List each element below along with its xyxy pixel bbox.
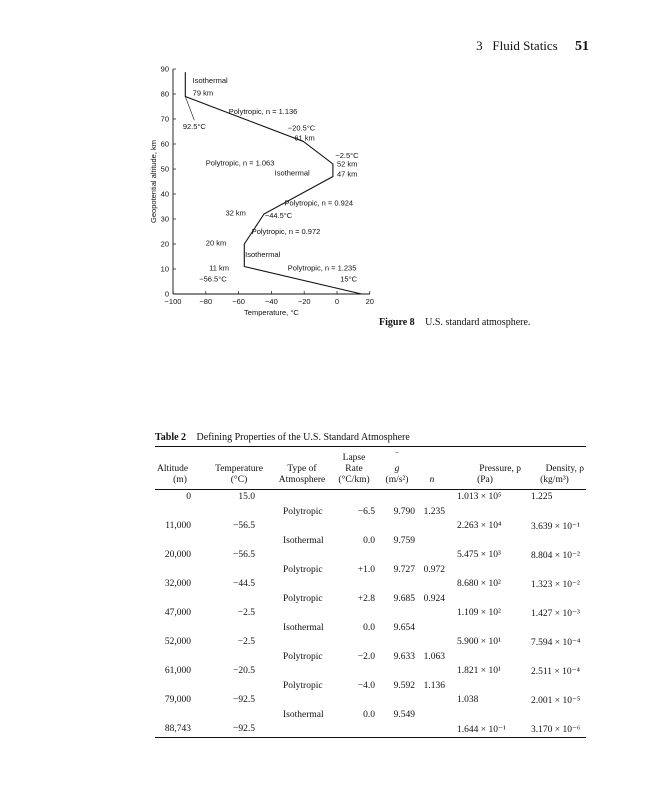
- cell-density: [523, 650, 586, 665]
- header-pressure-unit: (Pa): [447, 475, 523, 490]
- atmosphere-figure: [148, 62, 378, 342]
- cell-pressure: 1.821 × 10¹: [457, 666, 501, 677]
- header-temperature: Temperature: [215, 464, 263, 474]
- cell-density: 3.170 × 10⁻⁶: [523, 722, 586, 737]
- cell-lapse-rate: +1.0: [357, 564, 375, 575]
- cell-lapse-rate: [331, 577, 377, 592]
- cell-pressure: 5.475 × 10³: [457, 550, 501, 561]
- table-row-level: [155, 635, 586, 650]
- x-tick-label: −80: [199, 297, 213, 306]
- running-header: [476, 38, 589, 55]
- cell-type: Polytropic: [283, 680, 323, 691]
- annotation-isothermal-top: Isothermal: [192, 75, 228, 85]
- annotation-km11: 11 km: [209, 263, 229, 273]
- cell-type: Isothermal: [283, 709, 324, 720]
- annotation-km20: 20 km: [205, 238, 227, 248]
- cell-altitude: 61,000: [164, 666, 191, 677]
- annotation-km79: 79 km: [192, 88, 214, 98]
- cell-lapse-rate: +2.8: [357, 593, 375, 604]
- cell-temperature: −2.5: [237, 608, 255, 619]
- cell-g: 9.727: [393, 564, 415, 575]
- header-n: n: [417, 475, 447, 490]
- cell-g: [377, 606, 417, 621]
- cell-temperature: −2.5: [237, 637, 255, 648]
- cell-type: Polytropic: [283, 593, 323, 604]
- cell-pressure: 1.109 × 10²: [457, 608, 501, 619]
- cell-g: [377, 519, 417, 534]
- cell-type: Polytropic: [283, 564, 323, 575]
- table-title: [155, 432, 410, 443]
- cell-density: [523, 563, 586, 578]
- x-axis-label: Temperature, °C: [244, 308, 299, 317]
- table-row-level: [155, 519, 586, 534]
- cell-pressure: 5.900 × 10¹: [457, 637, 501, 648]
- cell-altitude: 88,743: [155, 722, 205, 737]
- cell-altitude: [155, 708, 205, 723]
- table-row-layer: [155, 679, 586, 694]
- cell-n: [417, 519, 447, 534]
- cell-lapse-rate: [331, 606, 377, 621]
- cell-density: [523, 534, 586, 549]
- figure-caption-text: U.S. standard atmosphere.: [425, 317, 531, 328]
- table-row-layer: [155, 621, 586, 636]
- cell-n: [417, 490, 447, 505]
- cell-n: [417, 548, 447, 563]
- header-density: Density, ρ: [545, 464, 584, 474]
- cell-density: 2.511 × 10⁻⁴: [531, 666, 580, 677]
- cell-lapse-rate: [331, 722, 377, 737]
- annotation-t565: −56.5°C: [199, 274, 227, 284]
- cell-density: [523, 679, 586, 694]
- table-row-level: [155, 577, 586, 592]
- annotation-km32: 32 km: [225, 208, 246, 218]
- x-tick-label: −40: [265, 297, 278, 306]
- cell-temperature: −92.5: [233, 695, 255, 706]
- cell-pressure: [447, 650, 523, 665]
- cell-pressure: [447, 621, 523, 636]
- cell-altitude: 32,000: [164, 579, 191, 590]
- cell-g: [377, 693, 417, 708]
- section-title: 3 Fluid Statics: [476, 38, 558, 53]
- cell-lapse-rate: [331, 664, 377, 679]
- cell-pressure: 8.680 × 10²: [457, 579, 501, 590]
- cell-lapse-rate: 0.0: [363, 535, 375, 546]
- figure-caption-label: Figure 8: [379, 317, 415, 328]
- cell-n: [417, 708, 447, 723]
- table-row-layer: [155, 505, 586, 520]
- header-type-2: Atmosphere: [273, 475, 331, 490]
- cell-altitude: [155, 650, 205, 665]
- cell-n: [417, 635, 447, 650]
- header-g: g: [394, 464, 400, 474]
- table-row-level: [155, 548, 586, 563]
- y-tick-label: 60: [160, 139, 169, 149]
- cell-type: [273, 664, 331, 679]
- cell-n: [417, 664, 447, 679]
- table-row-level: [155, 606, 586, 621]
- cell-lapse-rate: −2.0: [357, 651, 375, 662]
- cell-n: 1.235: [423, 506, 445, 517]
- cell-temperature: −56.5: [233, 521, 255, 532]
- cell-density: 8.804 × 10⁻²: [531, 550, 580, 561]
- cell-altitude: 79,000: [164, 695, 191, 706]
- cell-n: [417, 693, 447, 708]
- cell-altitude: 20,000: [164, 550, 191, 561]
- cell-altitude: 47,000: [164, 608, 191, 619]
- cell-type: [273, 548, 331, 563]
- y-tick-label: 70: [160, 114, 169, 124]
- cell-n: [417, 621, 447, 636]
- cell-type: [273, 693, 331, 708]
- annotation-isothermal-mid: Isothermal: [274, 168, 310, 178]
- cell-temperature: [205, 621, 273, 636]
- annotation-poly-1235: Polytropic, n = 1.235: [287, 263, 357, 273]
- table-row-level: [155, 693, 586, 708]
- cell-density: [523, 708, 586, 723]
- table-row-layer: [155, 592, 586, 607]
- cell-temperature: [205, 505, 273, 520]
- cell-g: [377, 664, 417, 679]
- table-row-layer: [155, 534, 586, 549]
- cell-lapse-rate: [331, 519, 377, 534]
- header-density-unit: (kg/m³): [523, 475, 586, 490]
- cell-altitude: 11,000: [165, 521, 191, 532]
- cell-density: [523, 505, 586, 520]
- cell-altitude: [155, 534, 205, 549]
- table-row-level: [155, 664, 586, 679]
- annotation-poly-1063: Polytropic, n = 1.063: [205, 158, 275, 168]
- cell-temperature: [205, 592, 273, 607]
- cell-g: 9.685: [393, 593, 415, 604]
- cell-altitude: [155, 679, 205, 694]
- cell-g: 9.633: [393, 651, 415, 662]
- cell-density: 2.001 × 10⁻⁵: [531, 695, 581, 706]
- y-tick-label: 40: [160, 189, 169, 199]
- cell-temperature: −92.5: [205, 722, 273, 737]
- cell-g: 9.592: [393, 680, 415, 691]
- cell-g: [377, 577, 417, 592]
- y-tick-label: 0: [164, 289, 169, 299]
- annotation-isothermal-low: Isothermal: [245, 250, 281, 259]
- cell-pressure: 1.038: [457, 695, 479, 706]
- x-tick-label: 0: [334, 297, 340, 306]
- table-row-layer: [155, 650, 586, 665]
- cell-density: 7.594 × 10⁻⁴: [531, 637, 581, 648]
- annotation-t205: −20.5°C: [287, 123, 316, 133]
- cell-altitude: [155, 505, 205, 520]
- page-number: 51: [575, 39, 589, 54]
- cell-density: 3.639 × 10⁻¹: [531, 521, 580, 532]
- cell-n: [417, 722, 447, 737]
- annotation-poly-0924: Polytropic, n = 0.924: [284, 198, 354, 208]
- x-tick-label: −60: [232, 297, 245, 306]
- annotation-t25: −2.5°C: [335, 150, 359, 160]
- cell-type: [273, 606, 331, 621]
- annotation-t925: 92.5°C: [182, 122, 206, 131]
- table-row-level: [155, 722, 586, 737]
- table-row-layer: [155, 563, 586, 578]
- cell-lapse-rate: [331, 635, 377, 650]
- y-tick-label: 10: [160, 264, 169, 274]
- atmosphere-table: [155, 446, 586, 738]
- cell-type: [273, 722, 331, 737]
- cell-lapse-rate: −4.0: [357, 680, 375, 691]
- cell-density: 1.427 × 10⁻³: [531, 608, 580, 619]
- cell-lapse-rate: 0.0: [363, 709, 375, 720]
- cell-type: Isothermal: [283, 622, 324, 633]
- header-lapse-unit: (°C/km): [331, 475, 377, 490]
- cell-g: 9.759: [393, 535, 415, 546]
- annotation-km61: 61 km: [294, 133, 315, 143]
- annotation-poly-1136: Polytropic, n = 1.136: [228, 107, 298, 116]
- chart-annotations: [183, 76, 359, 284]
- cell-pressure: [447, 563, 523, 578]
- cell-temperature: [205, 650, 273, 665]
- y-axis-label: Geopotential altitude, km: [149, 140, 158, 223]
- cell-g: 9.549: [393, 709, 415, 720]
- cell-density: 1.323 × 10⁻²: [531, 579, 580, 590]
- x-tick-label: −100: [164, 297, 182, 306]
- cell-type: Polytropic: [283, 506, 323, 517]
- cell-lapse-rate: 0.0: [363, 622, 375, 633]
- cell-pressure: [447, 534, 523, 549]
- cell-pressure: [447, 708, 523, 723]
- cell-g: [377, 635, 417, 650]
- temperature-profile-line: [182, 72, 361, 294]
- cell-temperature: −56.5: [233, 550, 255, 561]
- figure-caption: [379, 317, 530, 328]
- cell-altitude: 0: [186, 492, 191, 503]
- cell-altitude: 52,000: [164, 637, 191, 648]
- cell-n: 0.924: [423, 593, 445, 604]
- x-tick-label: 20: [365, 297, 374, 306]
- cell-type: [273, 490, 331, 505]
- cell-pressure: [447, 679, 523, 694]
- header-temperature-unit: (°C): [205, 475, 273, 490]
- table-title-label: Table 2: [155, 432, 187, 443]
- cell-pressure: [447, 505, 523, 520]
- header-type: Type of: [287, 464, 317, 474]
- cell-type: Polytropic: [283, 651, 323, 662]
- cell-temperature: −44.5: [233, 579, 255, 590]
- header-g-unit: (m/s²): [377, 475, 417, 490]
- cell-g: [377, 490, 417, 505]
- cell-lapse-rate: [331, 693, 377, 708]
- cell-type: Isothermal: [283, 535, 324, 546]
- cell-density: [523, 592, 586, 607]
- cell-temperature: [205, 563, 273, 578]
- cell-n: 1.136: [423, 680, 445, 691]
- cell-g: 9.790: [393, 506, 415, 517]
- cell-n: [417, 577, 447, 592]
- cell-lapse-rate: [331, 490, 377, 505]
- header-lapse: Lapse: [342, 453, 366, 463]
- y-tick-label: 90: [160, 64, 169, 74]
- header-g-bar: ‾: [395, 453, 399, 463]
- header-lapse-rate: Rate: [345, 464, 363, 474]
- annotation-km47: 47 km: [337, 169, 358, 179]
- cell-altitude: [155, 592, 205, 607]
- cell-temperature: [205, 708, 273, 723]
- cell-type: [273, 519, 331, 534]
- table-row-level: [155, 490, 586, 505]
- cell-lapse-rate: −6.5: [357, 506, 375, 517]
- annotation-t15: 15°C: [340, 274, 358, 284]
- y-tick-label: 30: [160, 214, 169, 224]
- cell-n: [417, 606, 447, 621]
- cell-temperature: −20.5: [233, 666, 255, 677]
- annotation-km52: 52 km: [337, 159, 358, 169]
- cell-altitude: [155, 621, 205, 636]
- cell-pressure: 1.644 × 10⁻¹: [447, 722, 523, 737]
- y-tick-label: 80: [160, 89, 169, 99]
- cell-pressure: 1.013 × 10⁵: [457, 492, 502, 503]
- annotation-t445: −44.5°C: [264, 210, 293, 220]
- cell-pressure: [447, 592, 523, 607]
- cell-density: 1.225: [531, 492, 553, 503]
- cell-type: [273, 577, 331, 592]
- cell-n: [417, 534, 447, 549]
- cell-altitude: [155, 563, 205, 578]
- cell-pressure: 2.263 × 10⁴: [457, 521, 502, 532]
- cell-temperature: 15.0: [238, 492, 255, 503]
- annotation-poly-0972: Polytropic, n = 0.972: [251, 227, 321, 236]
- leader-line-925: [185, 97, 194, 121]
- cell-density: [523, 621, 586, 636]
- header-altitude-unit: (m): [155, 475, 205, 490]
- table-row-layer: [155, 708, 586, 723]
- cell-temperature: [205, 679, 273, 694]
- cell-lapse-rate: [331, 548, 377, 563]
- header-pressure: Pressure, p: [479, 464, 521, 474]
- table-title-text: Defining Properties of the U.S. Standard Atmosphere: [196, 432, 410, 443]
- cell-temperature: [205, 534, 273, 549]
- header-altitude: Altitude: [157, 464, 189, 474]
- cell-n: 0.972: [423, 564, 445, 575]
- cell-g: [377, 722, 417, 737]
- y-tick-label: 20: [160, 239, 169, 249]
- cell-g: [377, 548, 417, 563]
- cell-type: [273, 635, 331, 650]
- x-tick-label: −20: [297, 297, 311, 306]
- atmosphere-chart: [148, 62, 378, 342]
- cell-n: 1.063: [423, 651, 445, 662]
- y-tick-label: 50: [160, 164, 169, 174]
- cell-g: 9.654: [393, 622, 415, 633]
